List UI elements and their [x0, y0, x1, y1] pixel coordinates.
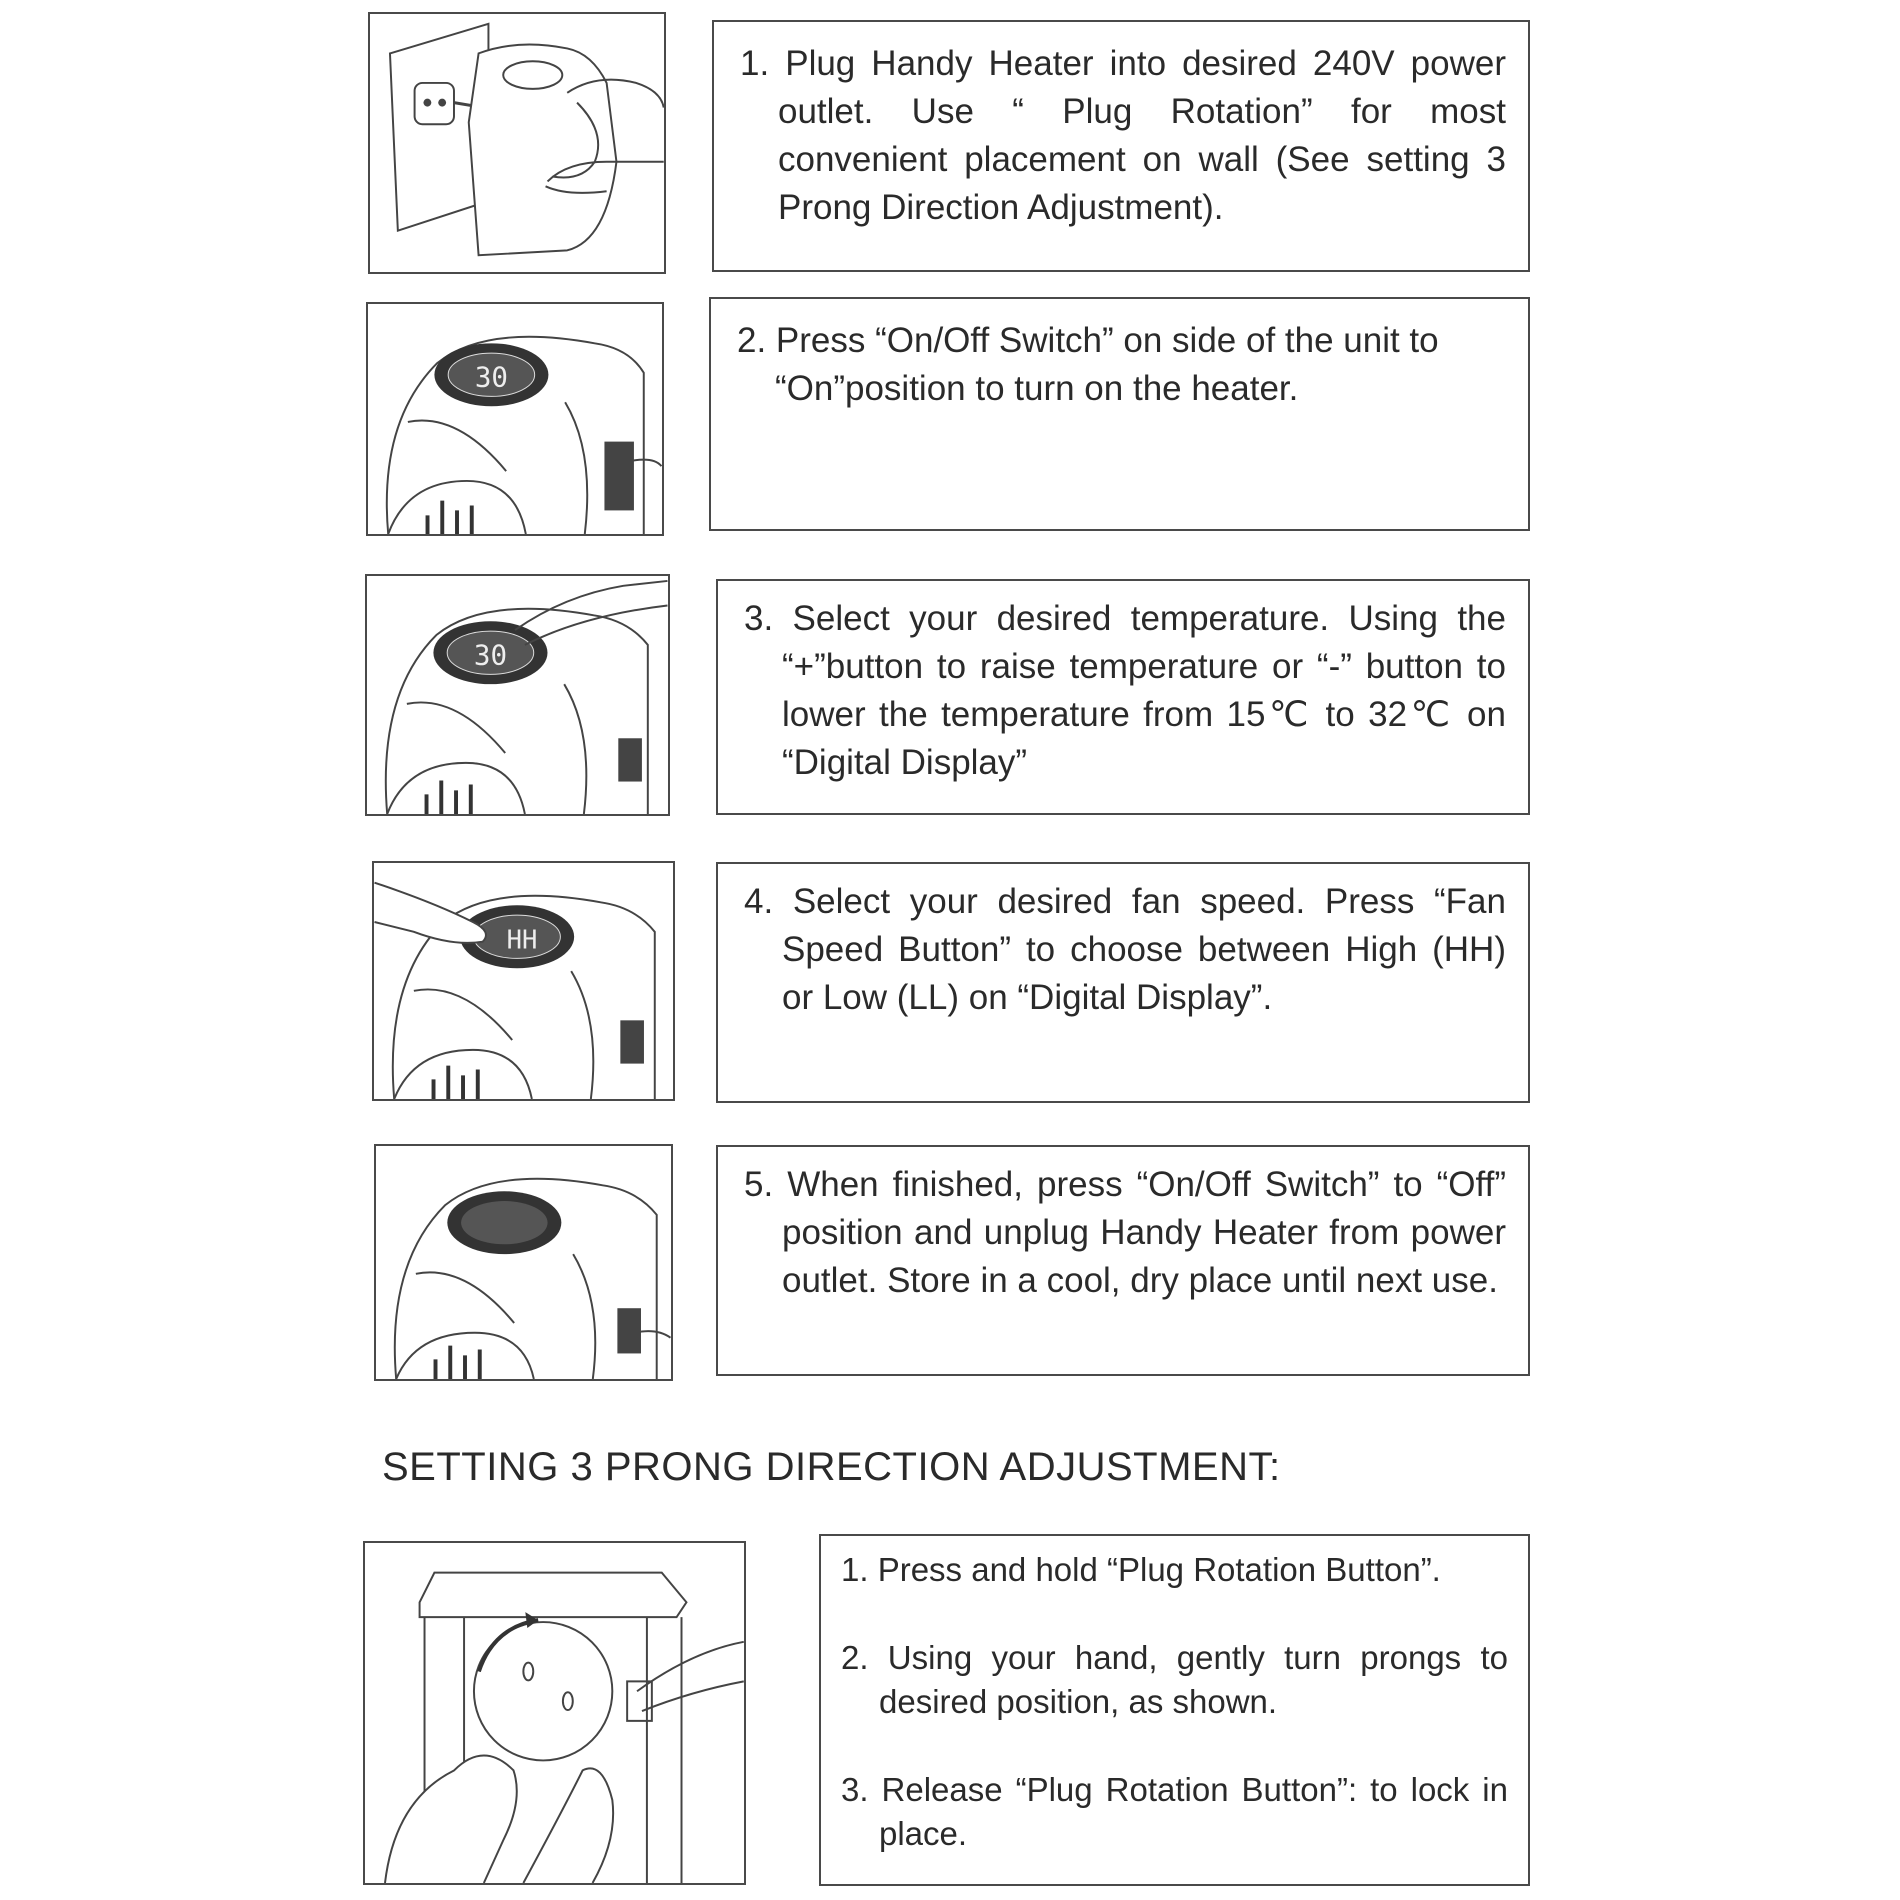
step-4-box	[716, 862, 1530, 1103]
heater-switch-illustration	[366, 302, 664, 536]
heater-fan-speed-illustration	[372, 861, 675, 1101]
step-5-text: 5. When finished, press “On/Off Switch” to “Off” position and unplug Handy Heater from power outlet. Store in a cool, dry place until next use.	[744, 1165, 1506, 1300]
step-3-text: 3. Select your desired temperature. Using the “+”button to raise temperature or “-” button to lower the temperature from 15℃ to 32℃ on “Digital Display”	[744, 599, 1506, 782]
heater-off-illustration	[374, 1144, 673, 1381]
step-4-text: 4. Select your desired fan speed. Press “Fan Speed Button” to choose between High (HH) or Low (LL) on “Digital Display”.	[744, 882, 1506, 1017]
digital-display-reading: 30	[474, 361, 508, 394]
step-2-text: 2. Press “On/Off Switch” on side of the unit to “On”position to turn on the heater.	[737, 321, 1439, 408]
prong-step-1: 1. Press and hold “Plug Rotation Button”.	[841, 1551, 1441, 1588]
heater-temperature-illustration	[365, 574, 670, 816]
step-3-box	[716, 579, 1530, 815]
section-heading: SETTING 3 PRONG DIRECTION ADJUSTMENT:	[382, 1445, 1281, 1489]
digital-display-reading: 30	[473, 639, 508, 672]
fan-speed-reading: HH	[506, 925, 538, 956]
prong-step-3: 3. Release “Plug Rotation Button”: to lock in place.	[841, 1771, 1508, 1852]
step-1-box	[712, 20, 1530, 272]
prong-step-2: 2. Using your hand, gently turn prongs to desired position, as shown.	[841, 1639, 1508, 1720]
step-5-box	[716, 1145, 1530, 1376]
step-2-box	[709, 297, 1530, 531]
prong-steps-box	[819, 1534, 1530, 1886]
step-1-text: 1. Plug Handy Heater into desired 240V power outlet. Use “ Plug Rotation” for most convenient placement on wall (See setting 3 Prong Direction Adjustment).	[740, 44, 1506, 227]
prong-rotation-illustration	[363, 1541, 746, 1885]
wall-outlet-plug-illustration	[368, 12, 666, 274]
